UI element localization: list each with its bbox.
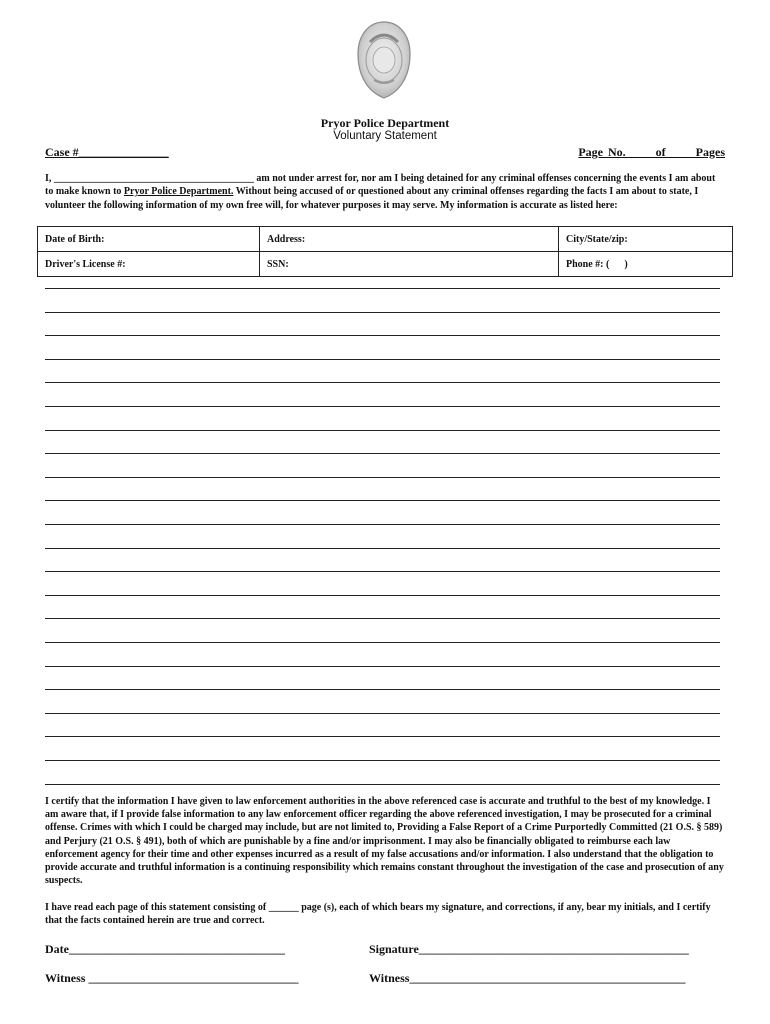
statement-line[interactable] <box>45 335 720 336</box>
signature-line[interactable]: Signature_____________________________________________ <box>369 942 689 956</box>
department-title: Pryor Police Department <box>320 116 450 130</box>
address-field[interactable]: Address: <box>260 227 559 252</box>
statement-line[interactable] <box>45 642 720 643</box>
statement-line[interactable] <box>45 477 720 478</box>
intro-statement <box>45 172 725 212</box>
statement-line[interactable] <box>45 288 720 289</box>
drivers-license-field[interactable]: Driver's License #: <box>38 252 260 277</box>
department-name: Pryor Police Department. <box>123 186 234 198</box>
statement-line[interactable] <box>45 595 720 596</box>
statement-line[interactable] <box>45 312 720 313</box>
statement-line[interactable] <box>45 618 720 619</box>
statement-line[interactable] <box>45 430 720 431</box>
statement-line[interactable] <box>45 736 720 737</box>
date-of-birth-field[interactable]: Date of Birth: <box>38 227 260 252</box>
page-acknowledgement-text: I have read each page of this statement consisting of ______ page (s), each of which bears my signature, and corrections, if any, bear my initials, and I certify that the facts contained herein are true and correct. <box>45 902 711 927</box>
date-signature-line[interactable]: Date____________________________________ <box>45 942 285 956</box>
statement-line[interactable] <box>45 382 720 383</box>
statement-line[interactable] <box>45 784 720 785</box>
officer-badge-seal <box>356 20 412 100</box>
statement-line[interactable] <box>45 666 720 667</box>
intro-text-1: I, ________________________________________ am not under arrest for, nor am I being detained for any criminal offenses concerning the events I am about to make known to <box>45 173 716 198</box>
witness-line-1[interactable]: Witness ___________________________________ <box>45 971 299 985</box>
form-subtitle: Voluntary Statement <box>333 130 437 142</box>
statement-line[interactable] <box>45 713 720 714</box>
case-number-field[interactable]: Case #_______________ <box>45 145 169 159</box>
witness-line-2[interactable]: Witness______________________________________________ <box>369 971 686 985</box>
statement-line[interactable] <box>45 548 720 549</box>
statement-line[interactable] <box>45 689 720 690</box>
statement-line[interactable] <box>45 406 720 407</box>
ssn-field[interactable]: SSN: <box>260 252 559 277</box>
statement-line[interactable] <box>45 571 720 572</box>
phone-field[interactable]: Phone #: ( ) <box>559 252 733 277</box>
page-number-field[interactable]: Page No. of Pages <box>578 145 725 159</box>
certification-text: I certify that the information I have given to law enforcement authorities in the above referenced case is accurate and truthful to the best of my knowledge. I am aware that, if I provide false information to any law enforcement officer regarding the above referenced investigation, I may be prosecuted for a criminal offense. Crimes with which I could be charged may include, but are not limited to, Providing a False Report of a Crime Purportedly Committed (21 O.S. § 589) and Perjury (21 O.S. § 491), both of which are punishable by a fine and/or imprisonment. I may also be financially obligated to reimburse each law enforcement agency for their time and other expenses incurred as a result of my false accusations and/or information. I also understand that the obligation to provide accurate and truthful information is a continuing responsibility which remains constant throughout the investigation of the case and prosecution of any suspects. <box>45 796 724 887</box>
intro-text-2: Without being accused of or questioned about any criminal offenses regarding the facts I am about to state, I volunteer the following information of my own free will, for whatever purposes it may serve. My information is accurate as listed here: <box>45 186 699 211</box>
statement-line[interactable] <box>45 453 720 454</box>
personal-info-table <box>37 226 733 277</box>
statement-line[interactable] <box>45 524 720 525</box>
statement-line[interactable] <box>45 500 720 501</box>
statement-line[interactable] <box>45 359 720 360</box>
statement-line[interactable] <box>45 760 720 761</box>
city-state-zip-field[interactable]: City/State/zip: <box>559 227 733 252</box>
